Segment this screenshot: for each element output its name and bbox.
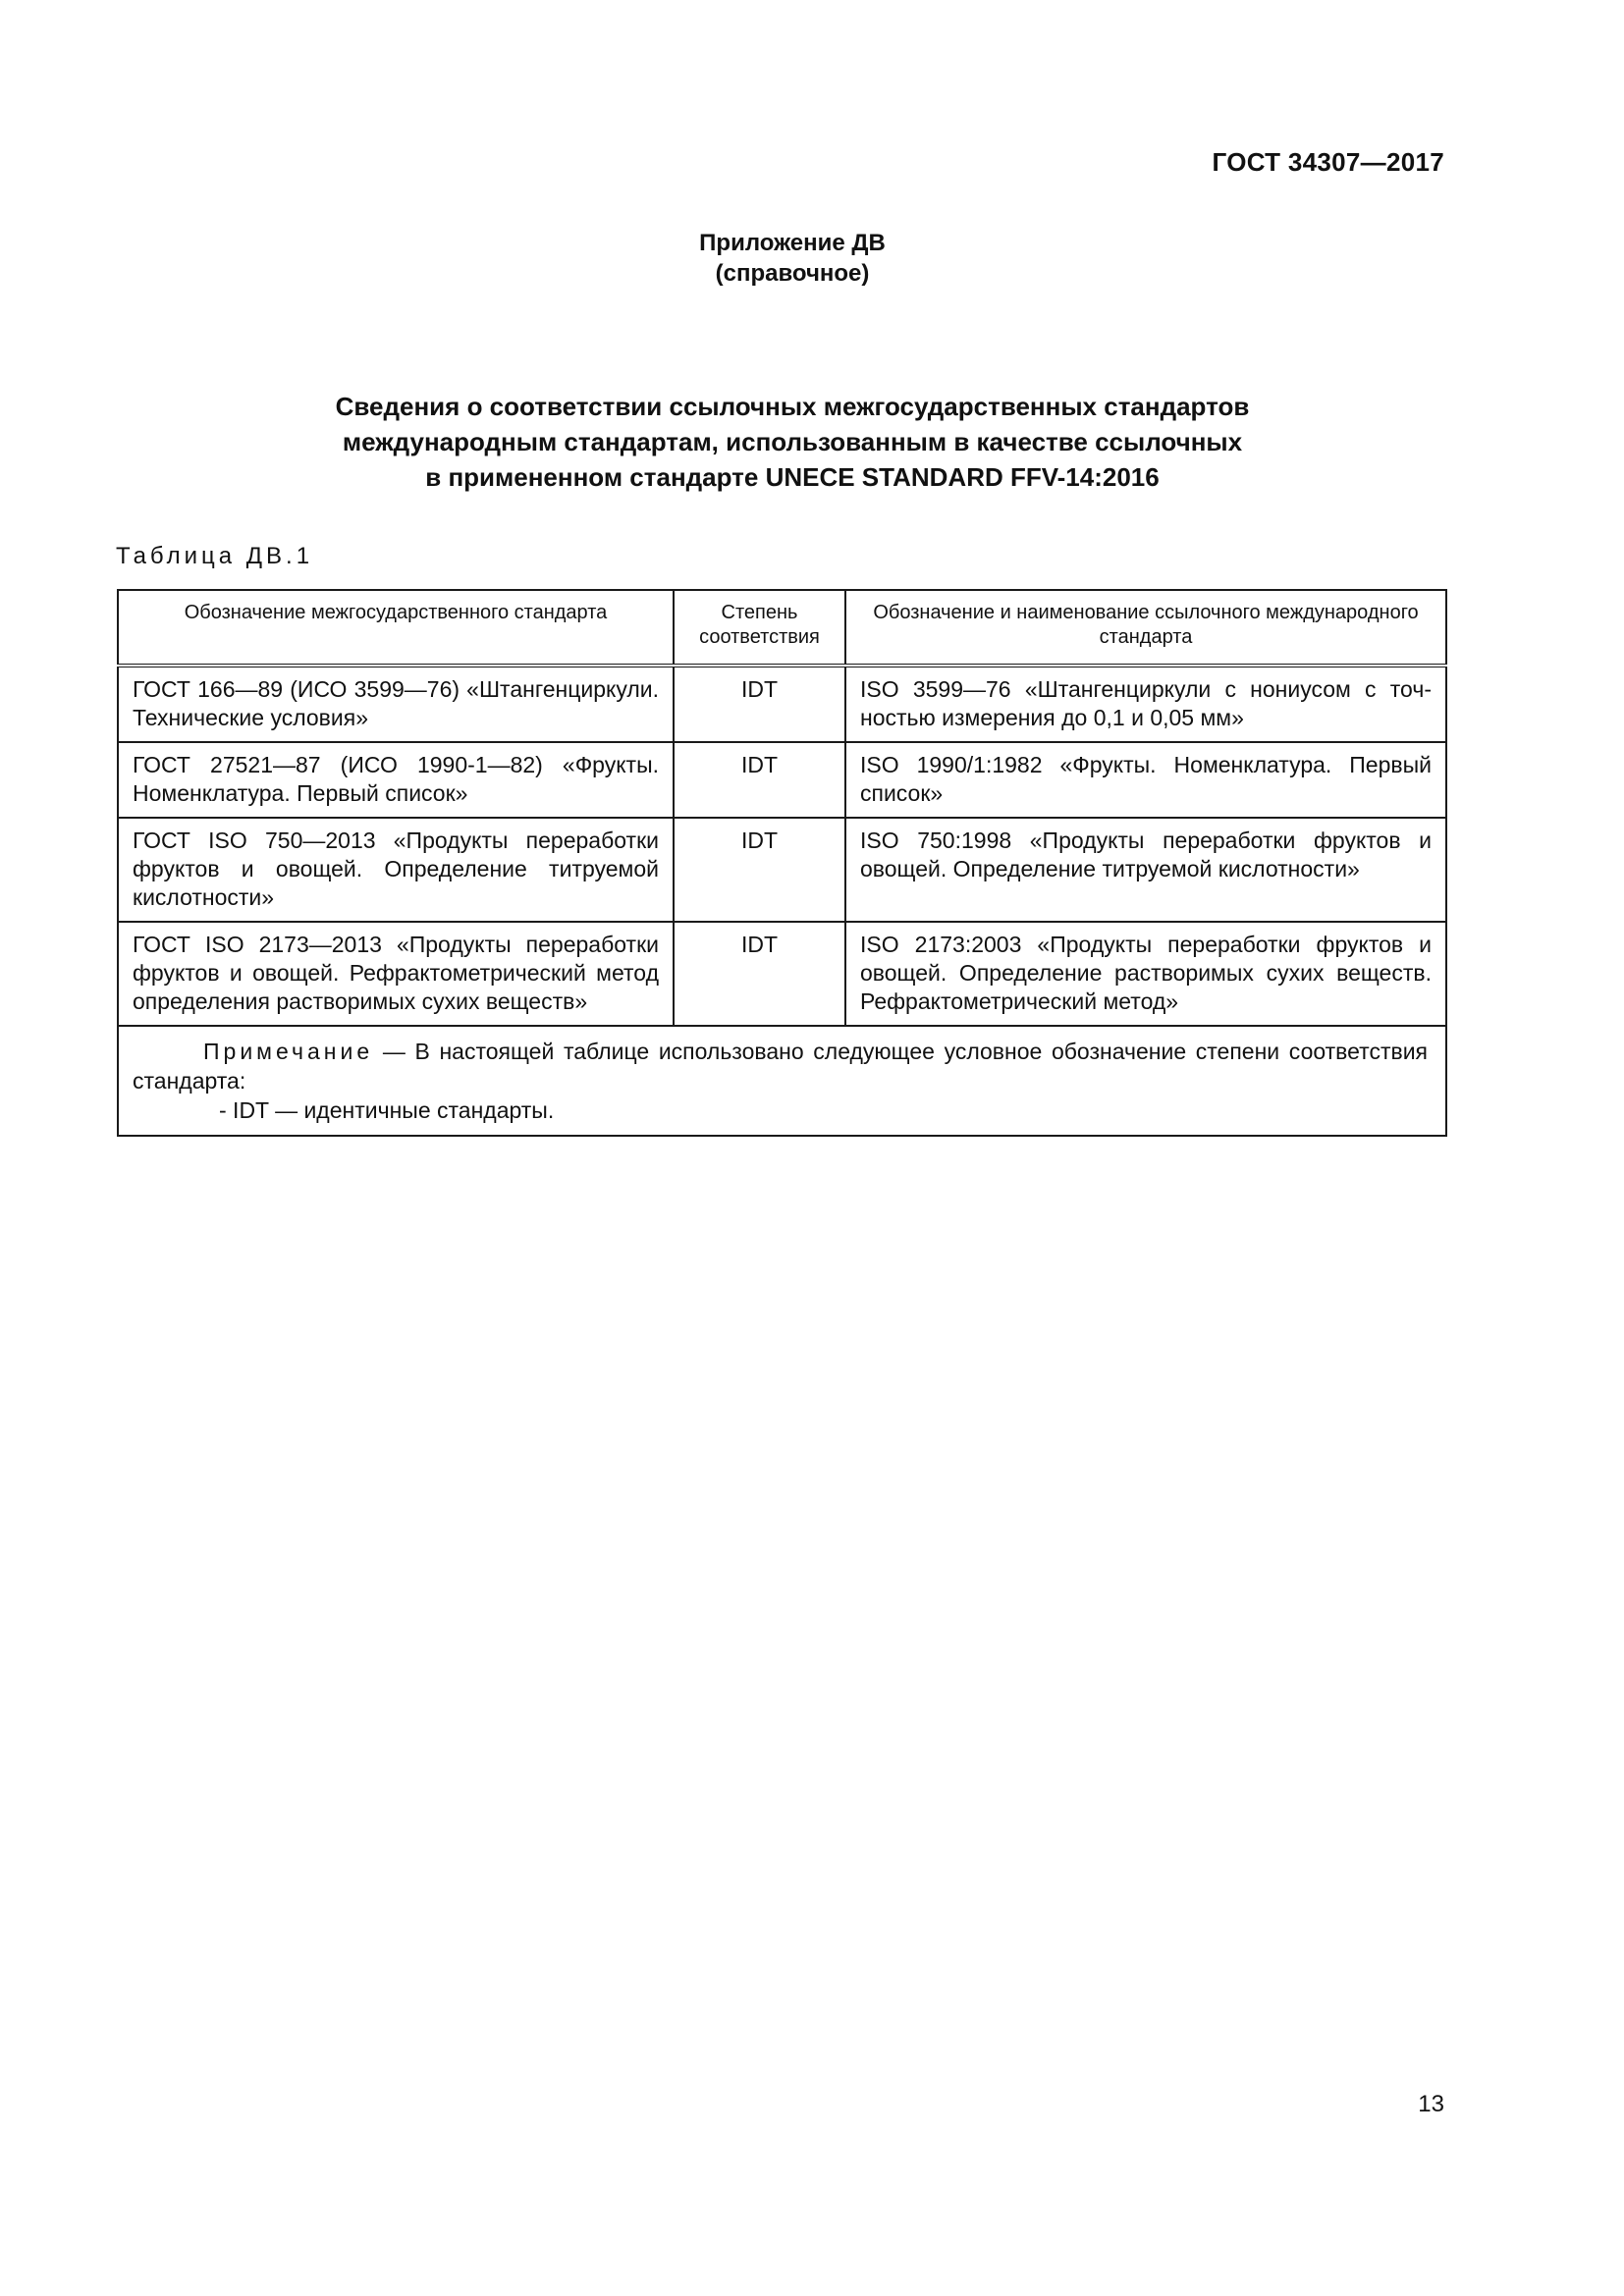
interstate-standard-cell: ГОСТ 166—89 (ИСО 3599—76) «Штангенциркули. Технические условия» [118, 666, 674, 742]
appendix-heading [0, 228, 1585, 289]
document-title-line-3: в примененном стандарте UNECE STANDARD FFV-14:2016 [425, 462, 1160, 492]
interstate-standard-cell: ГОСТ ISO 750—2013 «Продукты переработки фруктов и овощей. Определение титруемой кислотности» [118, 818, 674, 922]
note-paragraph [133, 1037, 1428, 1095]
interstate-standard-cell: ГОСТ ISO 2173—2013 «Продукты переработки фруктов и овощей. Рефрактометрический метод определения растворимых сухих веществ» [118, 922, 674, 1026]
document-code: ГОСТ 34307—2017 [1212, 147, 1444, 177]
document-title [0, 389, 1585, 495]
table-row [118, 666, 1446, 742]
international-standard-cell: ISO 3599—76 «Штангенциркули с нониусом с точностью измерения до 0,1 и 0,05 мм» [845, 666, 1446, 742]
international-standard-cell: ISO 2173:2003 «Продукты переработки фруктов и овощей. Определение растворимых сухих веществ. Рефрактометрический метод» [845, 922, 1446, 1026]
interstate-standard-cell: ГОСТ 27521—87 (ИСО 1990-1—82) «Фрукты. Номенклатура. Первый список» [118, 742, 674, 818]
standards-correspondence-table [117, 589, 1447, 1137]
note-text: — В настоящей таблице использовано следующее условное обозначение степени соответствия стандарта: [133, 1039, 1428, 1094]
international-standard-cell: ISO 1990/1:1982 «Фрукты. Номенклатура. Первый список» [845, 742, 1446, 818]
page-number: 13 [1418, 2091, 1444, 2117]
note-label: Примечание [203, 1039, 374, 1064]
degree-cell: IDT [674, 922, 845, 1026]
table-header-row [118, 590, 1446, 666]
table-row [118, 742, 1446, 818]
column-header-interstate: Обозначение межгосударственного стандарта [118, 590, 674, 666]
degree-cell: IDT [674, 666, 845, 742]
column-header-international: Обозначение и наименование ссылочного международного стандарта [845, 590, 1446, 666]
appendix-subtitle: (справочное) [715, 260, 870, 287]
table-row [118, 818, 1446, 922]
degree-cell: IDT [674, 742, 845, 818]
degree-cell: IDT [674, 818, 845, 922]
international-standard-cell: ISO 750:1998 «Продукты переработки фруктов и овощей. Определение титруемой кислотности» [845, 818, 1446, 922]
appendix-title: Приложение ДВ [699, 230, 886, 256]
table-note [118, 1026, 1446, 1136]
column-header-degree: Степень соответствия [674, 590, 845, 666]
document-title-line-1: Сведения о соответствии ссылочных межгосударственных стандартов [335, 392, 1250, 421]
table-label: Таблица ДВ.1 [116, 543, 314, 569]
document-title-line-2: международным стандартам, использованным в качестве ссылочных [342, 427, 1243, 456]
table-row [118, 922, 1446, 1026]
note-list-item: - IDT — идентичные стандарты. [219, 1097, 555, 1123]
table-note-row [118, 1026, 1446, 1136]
